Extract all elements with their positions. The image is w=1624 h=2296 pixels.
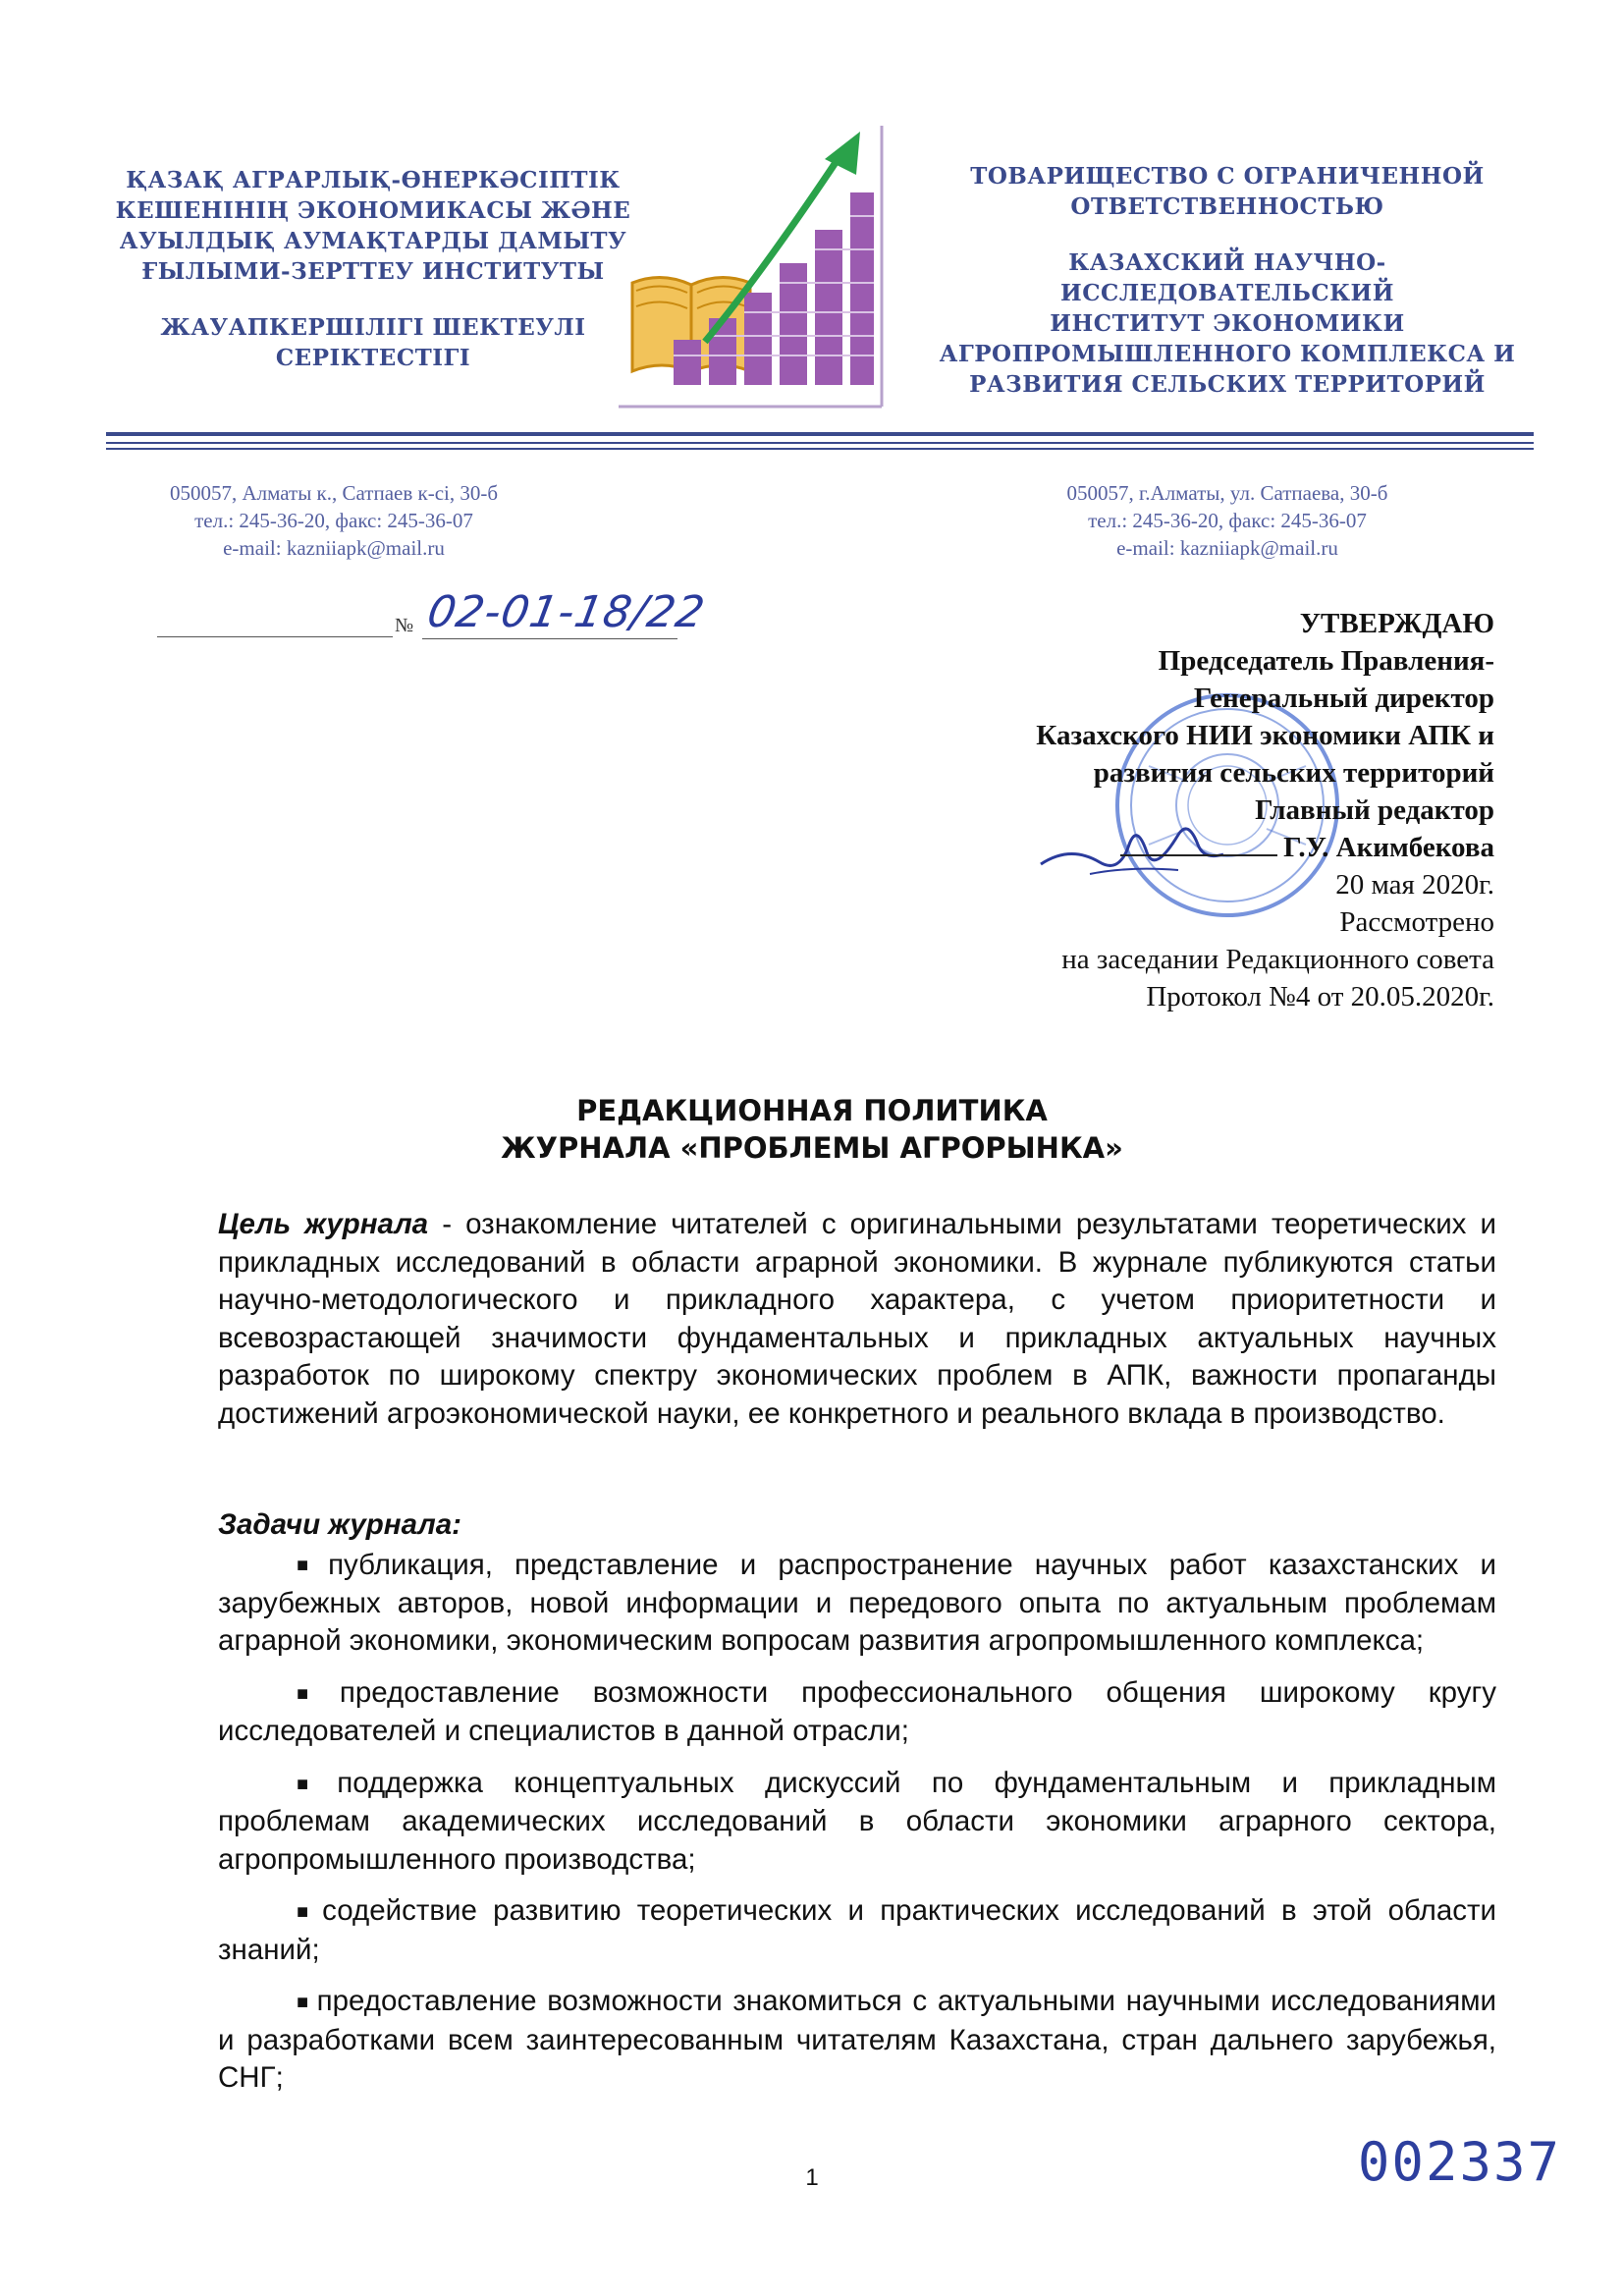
goal-section <box>218 1206 1496 1433</box>
registration-underline <box>422 638 677 639</box>
letterhead-right-sub: КАЗАХСКИЙ НАУЧНО-ИССЛЕДОВАТЕЛЬСКИЙ <box>1059 249 1395 306</box>
approval-position: Председатель Правления- <box>1158 645 1494 677</box>
registration-sign: № <box>395 615 414 636</box>
approval-block <box>807 605 1494 1015</box>
goal-label: Цель журнала <box>218 1208 429 1240</box>
institute-logo <box>615 126 890 410</box>
approval-signatory-row <box>807 829 1494 866</box>
letterhead-left <box>98 165 648 373</box>
goal-text: - ознакомление читателей с оригинальными результатами теоретических и прикладных исследований в области аграрной экономики. В журнале публикуются статьи научно-методологического и прикладного характера, с учетом приоритетности и всевозрастающей значимости фундаментальных и прикладных актуальных научных разработок по широкому спектру экономических проблем в АПК, важности пропаганды достижений агроэкономической науки, ее конкретного и реального вклада в производство. <box>218 1208 1496 1430</box>
goal-paragraph <box>218 1206 1496 1433</box>
tasks-label: Задачи журнала <box>218 1508 453 1541</box>
letterhead-left-sub: СЕРІКТЕСТІГІ <box>275 345 471 371</box>
reviewed-line: на заседании Редакционного совета <box>1061 944 1494 975</box>
letterhead-left-line: АУЫЛДЫҚ АУМАҚТАРДЫ ДАМЫТУ <box>119 228 627 254</box>
signature-line <box>1120 854 1277 856</box>
approval-position: Генеральный директор <box>1193 683 1494 714</box>
letterhead-right-sub: ИНСТИТУТ ЭКОНОМИКИ <box>1050 310 1405 337</box>
reviewed-line: Рассмотрено <box>1339 906 1494 938</box>
bullet-icon: ■ <box>297 1992 311 2014</box>
address-line: 050057, Алматы к., Сатпаев к-сі, 30-б <box>169 481 499 505</box>
registration-blank-line <box>157 636 393 637</box>
list-item <box>218 1674 1496 1751</box>
approval-organization: Казахского НИИ экономики АПК и <box>1036 720 1494 751</box>
letterhead-left-sub: ЖАУАПКЕРШІЛІГІ ШЕКТЕУЛІ <box>160 314 586 341</box>
letterhead-right-sub: РАЗВИТИЯ СЕЛЬСКИХ ТЕРРИТОРИЙ <box>969 371 1486 398</box>
list-item <box>218 1547 1496 1661</box>
approval-heading: УТВЕРЖДАЮ <box>1299 608 1494 639</box>
letterhead-left-line: КЕШЕНІНІҢ ЭКОНОМИКАСЫ ЖӘНЕ <box>115 197 631 224</box>
list-item <box>218 1892 1496 1969</box>
approval-signatory: Г.У. Акимбекова <box>1283 832 1494 863</box>
letterhead-divider <box>106 448 1534 450</box>
approval-role: Главный редактор <box>1255 794 1494 826</box>
tasks-heading: Задачи журнала: <box>218 1508 461 1541</box>
address-line: тел.: 245-36-20, факс: 245-36-07 <box>1088 509 1367 532</box>
task-text: публикация, представление и распространение научных работ казахстанских и зарубежных авторов, новой информации и передового опыта по актуальным проблемам аграрной экономики, экономическим вопросам развития агропромышленного комплекса; <box>218 1548 1496 1658</box>
letterhead-left-line: ҚАЗАҚ АГРАРЛЫҚ-ӨНЕРКӘСІПТІК <box>126 167 621 193</box>
protocol-line: Протокол №4 от 20.05.2020г. <box>1146 981 1494 1012</box>
letterhead-right-line: ТОВАРИЩЕСТВО С ОГРАНИЧЕННОЙ <box>970 163 1485 190</box>
bullet-icon: ■ <box>297 1555 323 1577</box>
approval-organization: развития сельских территорий <box>1093 757 1494 789</box>
address-email: e-mail: kazniiapk@mail.ru <box>223 536 445 560</box>
address-left <box>128 479 540 562</box>
document-title <box>0 1092 1624 1167</box>
task-text: предоставление возможности профессионального общения широкому кругу исследователей и специалистов в данной отрасли; <box>218 1675 1496 1748</box>
address-right <box>1021 479 1434 562</box>
address-line: 050057, г.Алматы, ул. Сатпаева, 30-б <box>1066 481 1388 505</box>
page-number: 1 <box>805 2164 819 2191</box>
title-line: ЖУРНАЛА «ПРОБЛЕМЫ АГРОРЫНКА» <box>501 1131 1123 1165</box>
task-text: содействие развитию теоретических и практических исследований в этой области знаний; <box>218 1894 1496 1966</box>
letterhead-left-line: ҒЫЛЫМИ-ЗЕРТТЕУ ИНСТИТУТЫ <box>141 258 605 285</box>
bullet-icon: ■ <box>297 1682 334 1705</box>
stamped-serial-number: 002337 <box>1357 2131 1561 2193</box>
bullet-icon: ■ <box>297 1901 317 1924</box>
address-line: тел.: 245-36-20, факс: 245-36-07 <box>194 509 473 532</box>
letterhead-divider <box>106 432 1534 436</box>
letterhead-right <box>913 161 1542 400</box>
tasks-section <box>218 1506 1496 2111</box>
address-email: e-mail: kazniiapk@mail.ru <box>1116 536 1338 560</box>
title-line: РЕДАКЦИОННАЯ ПОЛИТИКА <box>576 1094 1048 1127</box>
registration-number: 02-01-18/22 <box>423 587 710 637</box>
list-item <box>218 1983 1496 2097</box>
task-text: поддержка концептуальных дискуссий по фундаментальным и прикладным проблемам академических исследований в области экономики аграрного сектора, агропромышленного производства; <box>218 1766 1496 1876</box>
letterhead-right-sub: АГРОПРОМЫШЛЕННОГО КОМПЛЕКСА И <box>939 341 1516 367</box>
approval-date: 20 мая 2020г. <box>1335 869 1494 901</box>
task-text: предоставление возможности знакомиться с актуальными научными исследованиями и разработками всем заинтересованным читателям Казахстана, стран дальнего зарубежья, СНГ; <box>218 1985 1496 2095</box>
list-item <box>218 1765 1496 1879</box>
letterhead-right-line: ОТВЕТСТВЕННОСТЬЮ <box>1070 193 1384 220</box>
letterhead-divider <box>106 442 1534 444</box>
bullet-icon: ■ <box>297 1773 332 1795</box>
